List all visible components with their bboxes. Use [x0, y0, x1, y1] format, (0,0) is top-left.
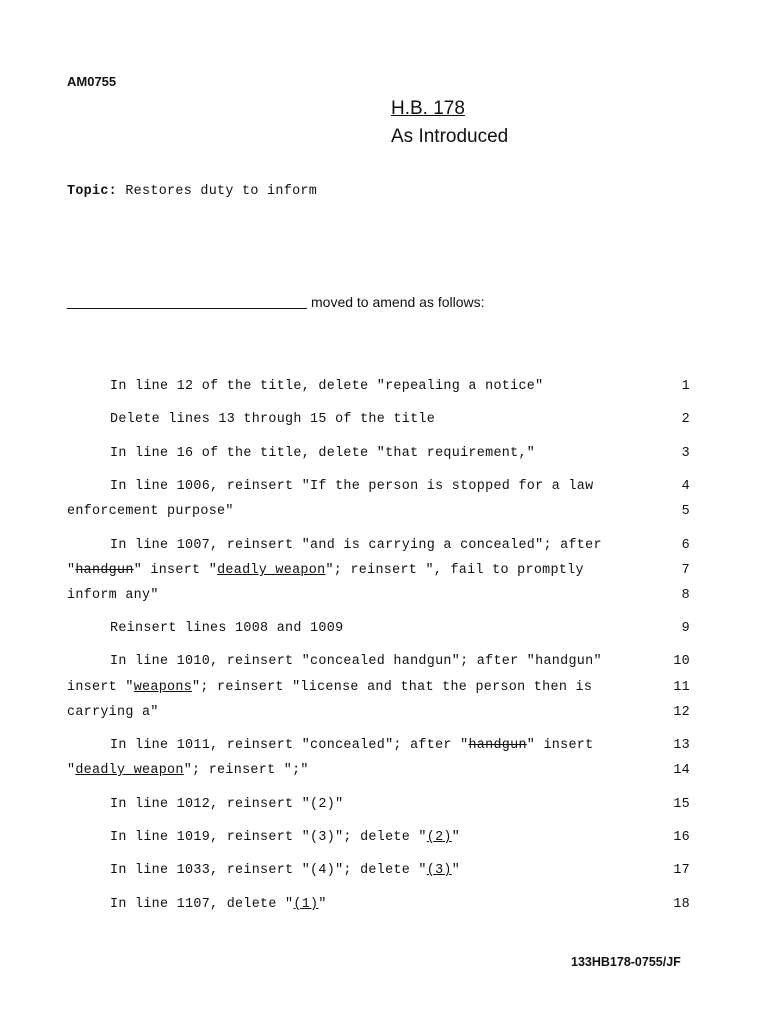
bill-number: H.B. 178	[391, 98, 465, 119]
line-number: 6	[681, 538, 690, 553]
amendment-line	[67, 830, 692, 850]
struck-text: handgun	[75, 563, 134, 578]
line-number: 9	[681, 621, 690, 636]
amendment-line	[67, 588, 692, 608]
topic-text: Restores duty to inform	[117, 184, 318, 199]
amendment-line	[67, 504, 692, 524]
inserted-text: deadly weapon	[217, 563, 326, 578]
line-text: In line 1012, reinsert "(2)"	[110, 797, 344, 812]
amendment-line	[67, 863, 692, 883]
line-text: In line 1011, reinsert "concealed"; after "handgun" insert	[110, 738, 594, 753]
line-text: In line 12 of the title, delete "repealing a notice"	[110, 379, 544, 394]
amendment-line	[67, 621, 692, 641]
line-number: 16	[673, 830, 690, 845]
line-text: Reinsert lines 1008 and 1009	[110, 621, 344, 636]
amendment-line	[67, 654, 692, 674]
amendment-line	[67, 479, 692, 499]
amendment-line	[67, 446, 692, 466]
line-text: Delete lines 13 through 15 of the title	[110, 412, 436, 427]
topic	[67, 184, 317, 199]
mover-signature-line	[67, 295, 307, 309]
amendment-line	[67, 897, 692, 917]
line-text: "handgun" insert "deadly weapon"; reinsert ", fail to promptly	[67, 563, 584, 578]
line-text: "deadly weapon"; reinsert ";"	[67, 763, 309, 778]
inserted-text: (1)	[293, 897, 319, 912]
amendment-line	[67, 705, 692, 725]
document-code: 133HB178-0755/JF	[571, 955, 681, 969]
inserted-text: deadly weapon	[75, 763, 184, 778]
line-number: 7	[681, 563, 690, 578]
line-text: In line 1010, reinsert "concealed handgun"; after "handgun"	[110, 654, 602, 669]
line-number: 2	[681, 412, 690, 427]
inserted-text: (2)	[426, 830, 452, 845]
line-number: 4	[681, 479, 690, 494]
inserted-text: (3)	[426, 863, 452, 878]
line-number: 15	[673, 797, 690, 812]
line-number: 11	[673, 680, 690, 695]
amendment-line	[67, 379, 692, 399]
struck-text: handgun	[468, 738, 527, 753]
line-number: 13	[673, 738, 690, 753]
line-number: 10	[673, 654, 690, 669]
motion-text: moved to amend as follows:	[311, 294, 485, 310]
line-number: 17	[673, 863, 690, 878]
topic-label: Topic:	[67, 184, 118, 199]
line-text: carrying a"	[67, 705, 159, 720]
line-text: In line 1006, reinsert "If the person is stopped for a law	[110, 479, 594, 494]
amendment-line	[67, 538, 692, 558]
line-number: 18	[673, 897, 690, 912]
line-text: inform any"	[67, 588, 159, 603]
line-number: 12	[673, 705, 690, 720]
line-number: 8	[681, 588, 690, 603]
line-text: In line 1033, reinsert "(4)"; delete "(3)"	[110, 863, 461, 878]
line-text: In line 1019, reinsert "(3)"; delete "(2)"	[110, 830, 461, 845]
line-number: 1	[681, 379, 690, 394]
line-number: 5	[681, 504, 690, 519]
bill-status: As Introduced	[391, 126, 509, 147]
line-text: enforcement purpose"	[67, 504, 234, 519]
amendment-line	[67, 738, 692, 758]
line-number: 3	[681, 446, 690, 461]
inserted-text: weapons	[133, 680, 193, 695]
amendment-line	[67, 763, 692, 783]
line-number: 14	[673, 763, 690, 778]
line-text: In line 1007, reinsert "and is carrying a concealed"; after	[110, 538, 602, 553]
amendment-line	[67, 680, 692, 700]
amendment-id: AM0755	[67, 74, 117, 89]
amendment-line	[67, 412, 692, 432]
line-text: insert "weapons"; reinsert "license and that the person then is	[67, 680, 593, 695]
amendment-line	[67, 797, 692, 817]
amendment-line	[67, 563, 692, 583]
line-text: In line 1107, delete "(1)"	[110, 897, 327, 912]
line-text: In line 16 of the title, delete "that requirement,"	[110, 446, 536, 461]
